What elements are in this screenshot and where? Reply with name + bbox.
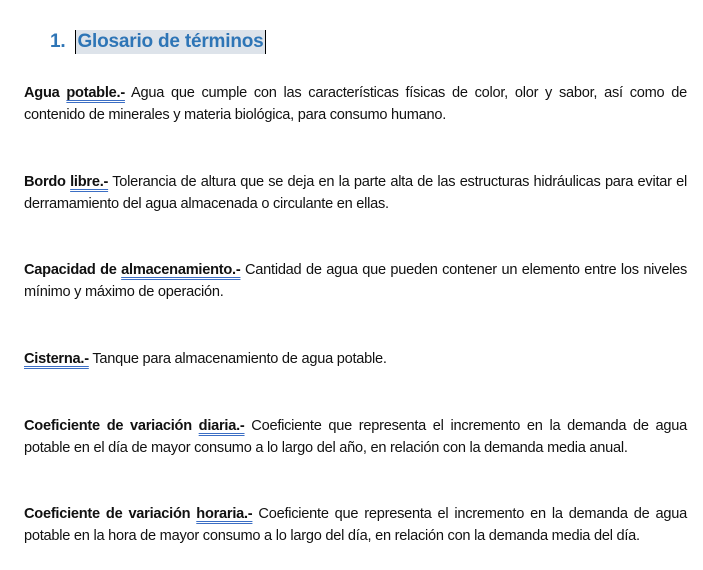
heading-title[interactable]: Glosario de términos <box>77 31 264 52</box>
glossary-term <box>24 262 240 278</box>
glossary-definition: Agua que cumple con las características físicas de color, olor y sabor, así como de contenido de minerales y materia biológica, para consumo humano. <box>24 85 688 123</box>
glossary-term <box>24 351 89 367</box>
term-text: Coeficiente de variación <box>24 506 197 522</box>
glossary-definition: Tanque para almacenamiento de agua potable. <box>88 351 387 367</box>
term-text: Capacidad de <box>24 262 122 278</box>
spellcheck-marked-word[interactable]: libre.- <box>70 174 109 190</box>
glossary-term <box>24 418 245 434</box>
glossary-definition: Cantidad de agua que pueden contener un elemento entre los niveles mínimo y máximo de operación. <box>24 262 687 300</box>
glossary-entry-bordo-libre[interactable] <box>24 171 687 215</box>
spellcheck-marked-word[interactable]: horaria.- <box>196 506 253 522</box>
glossary-definition: Coeficiente que representa el incremento en la demanda de agua potable en la hora de mayor consumo a lo largo del día, en relación con la demanda media del día. <box>24 506 687 544</box>
section-heading <box>50 30 266 54</box>
glossary-entry-capacidad-almacenamiento[interactable] <box>24 259 687 303</box>
spellcheck-marked-word[interactable]: almacenamiento.- <box>121 262 241 278</box>
spellcheck-marked-word[interactable]: Cisterna.- <box>24 351 89 367</box>
glossary-entry-coef-variacion-diaria[interactable] <box>24 415 687 459</box>
term-text: Agua <box>24 85 67 101</box>
glossary-term <box>24 85 125 101</box>
glossary-term <box>24 506 252 522</box>
spellcheck-marked-word[interactable]: potable.- <box>66 85 125 101</box>
term-text: Bordo <box>24 174 71 190</box>
glossary-definition: Coeficiente que representa el incremento en la demanda de agua potable en el día de mayor consumo a lo largo del año, en relación con la demanda media anual. <box>24 418 687 456</box>
glossary-term <box>24 174 108 190</box>
glossary-entry-cisterna[interactable] <box>24 348 687 370</box>
spellcheck-marked-word[interactable]: diaria.- <box>198 418 245 434</box>
glossary-definition: Tolerancia de altura que se deja en la parte alta de las estructuras hidráulicas para evitar el derramamiento del agua almacenada o circulante en ellas. <box>24 174 687 212</box>
heading-title-selection[interactable] <box>75 30 265 54</box>
term-text: Coeficiente de variación <box>24 418 199 434</box>
glossary-entry-coef-variacion-horaria[interactable] <box>24 503 687 547</box>
glossary-entry-agua-potable[interactable] <box>24 82 687 126</box>
heading-number: 1. <box>50 31 66 52</box>
